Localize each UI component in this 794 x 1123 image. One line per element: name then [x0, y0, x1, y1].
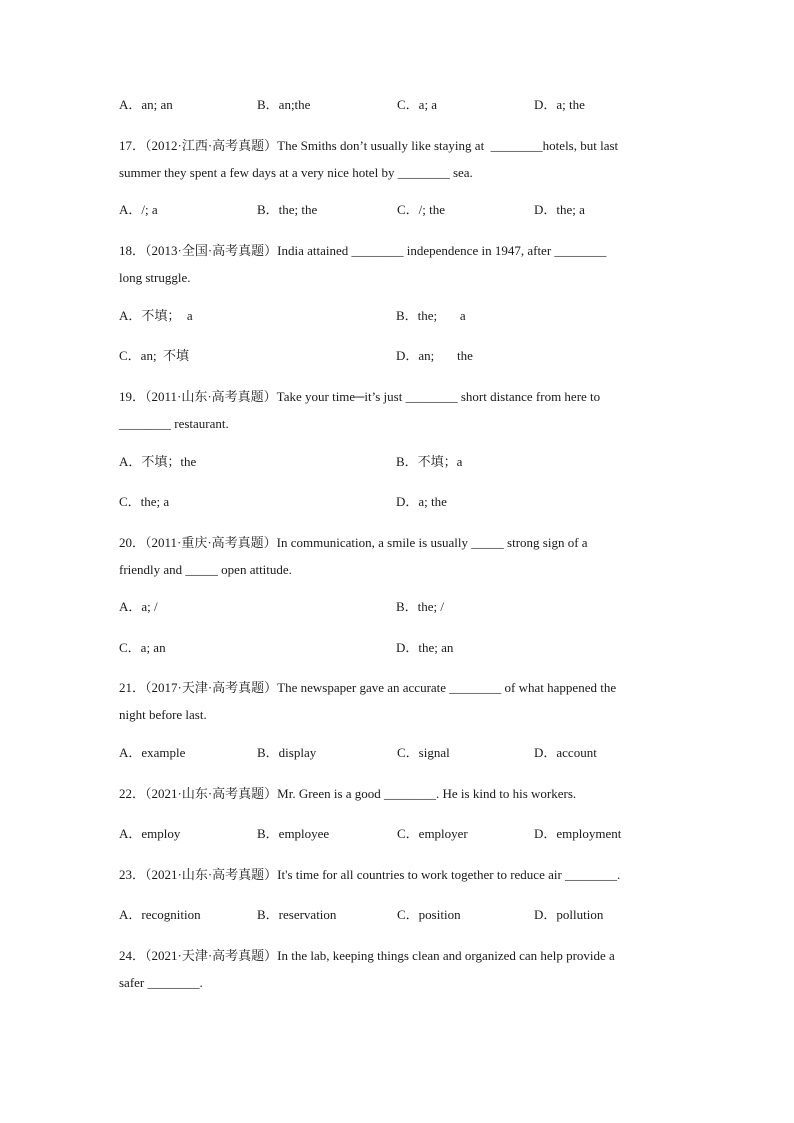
answer-option: B．reservation — [257, 907, 337, 922]
answer-option: A．recognition — [119, 907, 201, 922]
question-text — [119, 384, 679, 437]
question-line: 19．（2011·山东·高考真题）Take your time─it’s just ________ short distance from here to — [119, 389, 601, 404]
answer-options — [119, 638, 679, 658]
question-line: 23．（2021·山东·高考真题）It's time for all countries to work together to reduce air ________. — [119, 867, 621, 882]
answer-option: D．an; the — [396, 348, 473, 363]
answer-option: D．account — [534, 745, 597, 760]
answer-option: A．employ — [119, 826, 181, 841]
answer-option: A．an; an — [119, 97, 173, 112]
question-line: 21．（2017·天津·高考真题）The newspaper gave an accurate ________ of what happened the — [119, 680, 617, 695]
question-line: 24．（2021·天津·高考真题）In the lab, keeping things clean and organized can help provide a — [119, 948, 615, 963]
answer-option: B．the; the — [257, 202, 318, 217]
answer-options — [119, 95, 679, 115]
answer-option: A．不填；the — [119, 454, 197, 469]
answer-option: C．the; a — [119, 494, 170, 509]
answer-option: C．a; an — [119, 640, 166, 655]
question-line: friendly and _____ open attitude. — [119, 561, 292, 577]
answer-option: B．an;the — [257, 97, 311, 112]
answer-options — [119, 492, 679, 512]
question-line: summer they spent a few days at a very nice hotel by ________ sea. — [119, 164, 473, 180]
question-text — [119, 133, 679, 186]
answer-option: D．a; the — [534, 97, 585, 112]
answer-option: B．employee — [257, 826, 330, 841]
question-text — [119, 530, 679, 583]
question-line: night before last. — [119, 706, 207, 722]
answer-option: A．example — [119, 745, 186, 760]
question-text — [119, 862, 679, 889]
answer-option: C．employer — [397, 826, 468, 841]
answer-options — [119, 200, 679, 220]
answer-option: A．a; / — [119, 599, 158, 614]
question-line: 22．（2021·山东·高考真题）Mr. Green is a good ________. He is kind to his workers. — [119, 786, 577, 801]
answer-options — [119, 346, 679, 366]
answer-options — [119, 306, 679, 326]
question-text — [119, 675, 679, 728]
answer-option: D．a; the — [396, 494, 447, 509]
answer-option: B．the; a — [396, 308, 466, 323]
question-line: 20．（2011·重庆·高考真题）In communication, a smile is usually _____ strong sign of a — [119, 535, 588, 550]
question-line: safer ________. — [119, 974, 203, 990]
answer-options — [119, 743, 679, 763]
answer-option: D．the; a — [534, 202, 585, 217]
answer-option: B．the; / — [396, 599, 445, 614]
answer-option: B．display — [257, 745, 317, 760]
question-line: long struggle. — [119, 269, 191, 285]
answer-option: B．不填；a — [396, 454, 463, 469]
answer-option: C．/; the — [397, 202, 446, 217]
question-text — [119, 781, 679, 808]
answer-option: D．the; an — [396, 640, 454, 655]
question-line: 18．（2013·全国·高考真题）India attained ________ independence in 1947, after ________ — [119, 243, 607, 258]
answer-options — [119, 905, 679, 925]
question-line: ________ restaurant. — [119, 415, 229, 431]
answer-option: A．/; a — [119, 202, 158, 217]
answer-option: D．pollution — [534, 907, 604, 922]
question-text — [119, 238, 679, 291]
answer-option: D．employment — [534, 826, 622, 841]
question-line: 17．（2012·江西·高考真题）The Smiths don’t usually like staying at ________hotels, but last — [119, 138, 619, 153]
answer-option: C．a; a — [397, 97, 438, 112]
answer-options — [119, 824, 679, 844]
answer-options — [119, 597, 679, 617]
answer-option: A．不填； a — [119, 308, 193, 323]
answer-option: C．signal — [397, 745, 450, 760]
answer-option: C．an; 不填 — [119, 348, 190, 363]
question-text — [119, 943, 679, 996]
answer-option: C．position — [397, 907, 461, 922]
answer-options — [119, 452, 679, 472]
